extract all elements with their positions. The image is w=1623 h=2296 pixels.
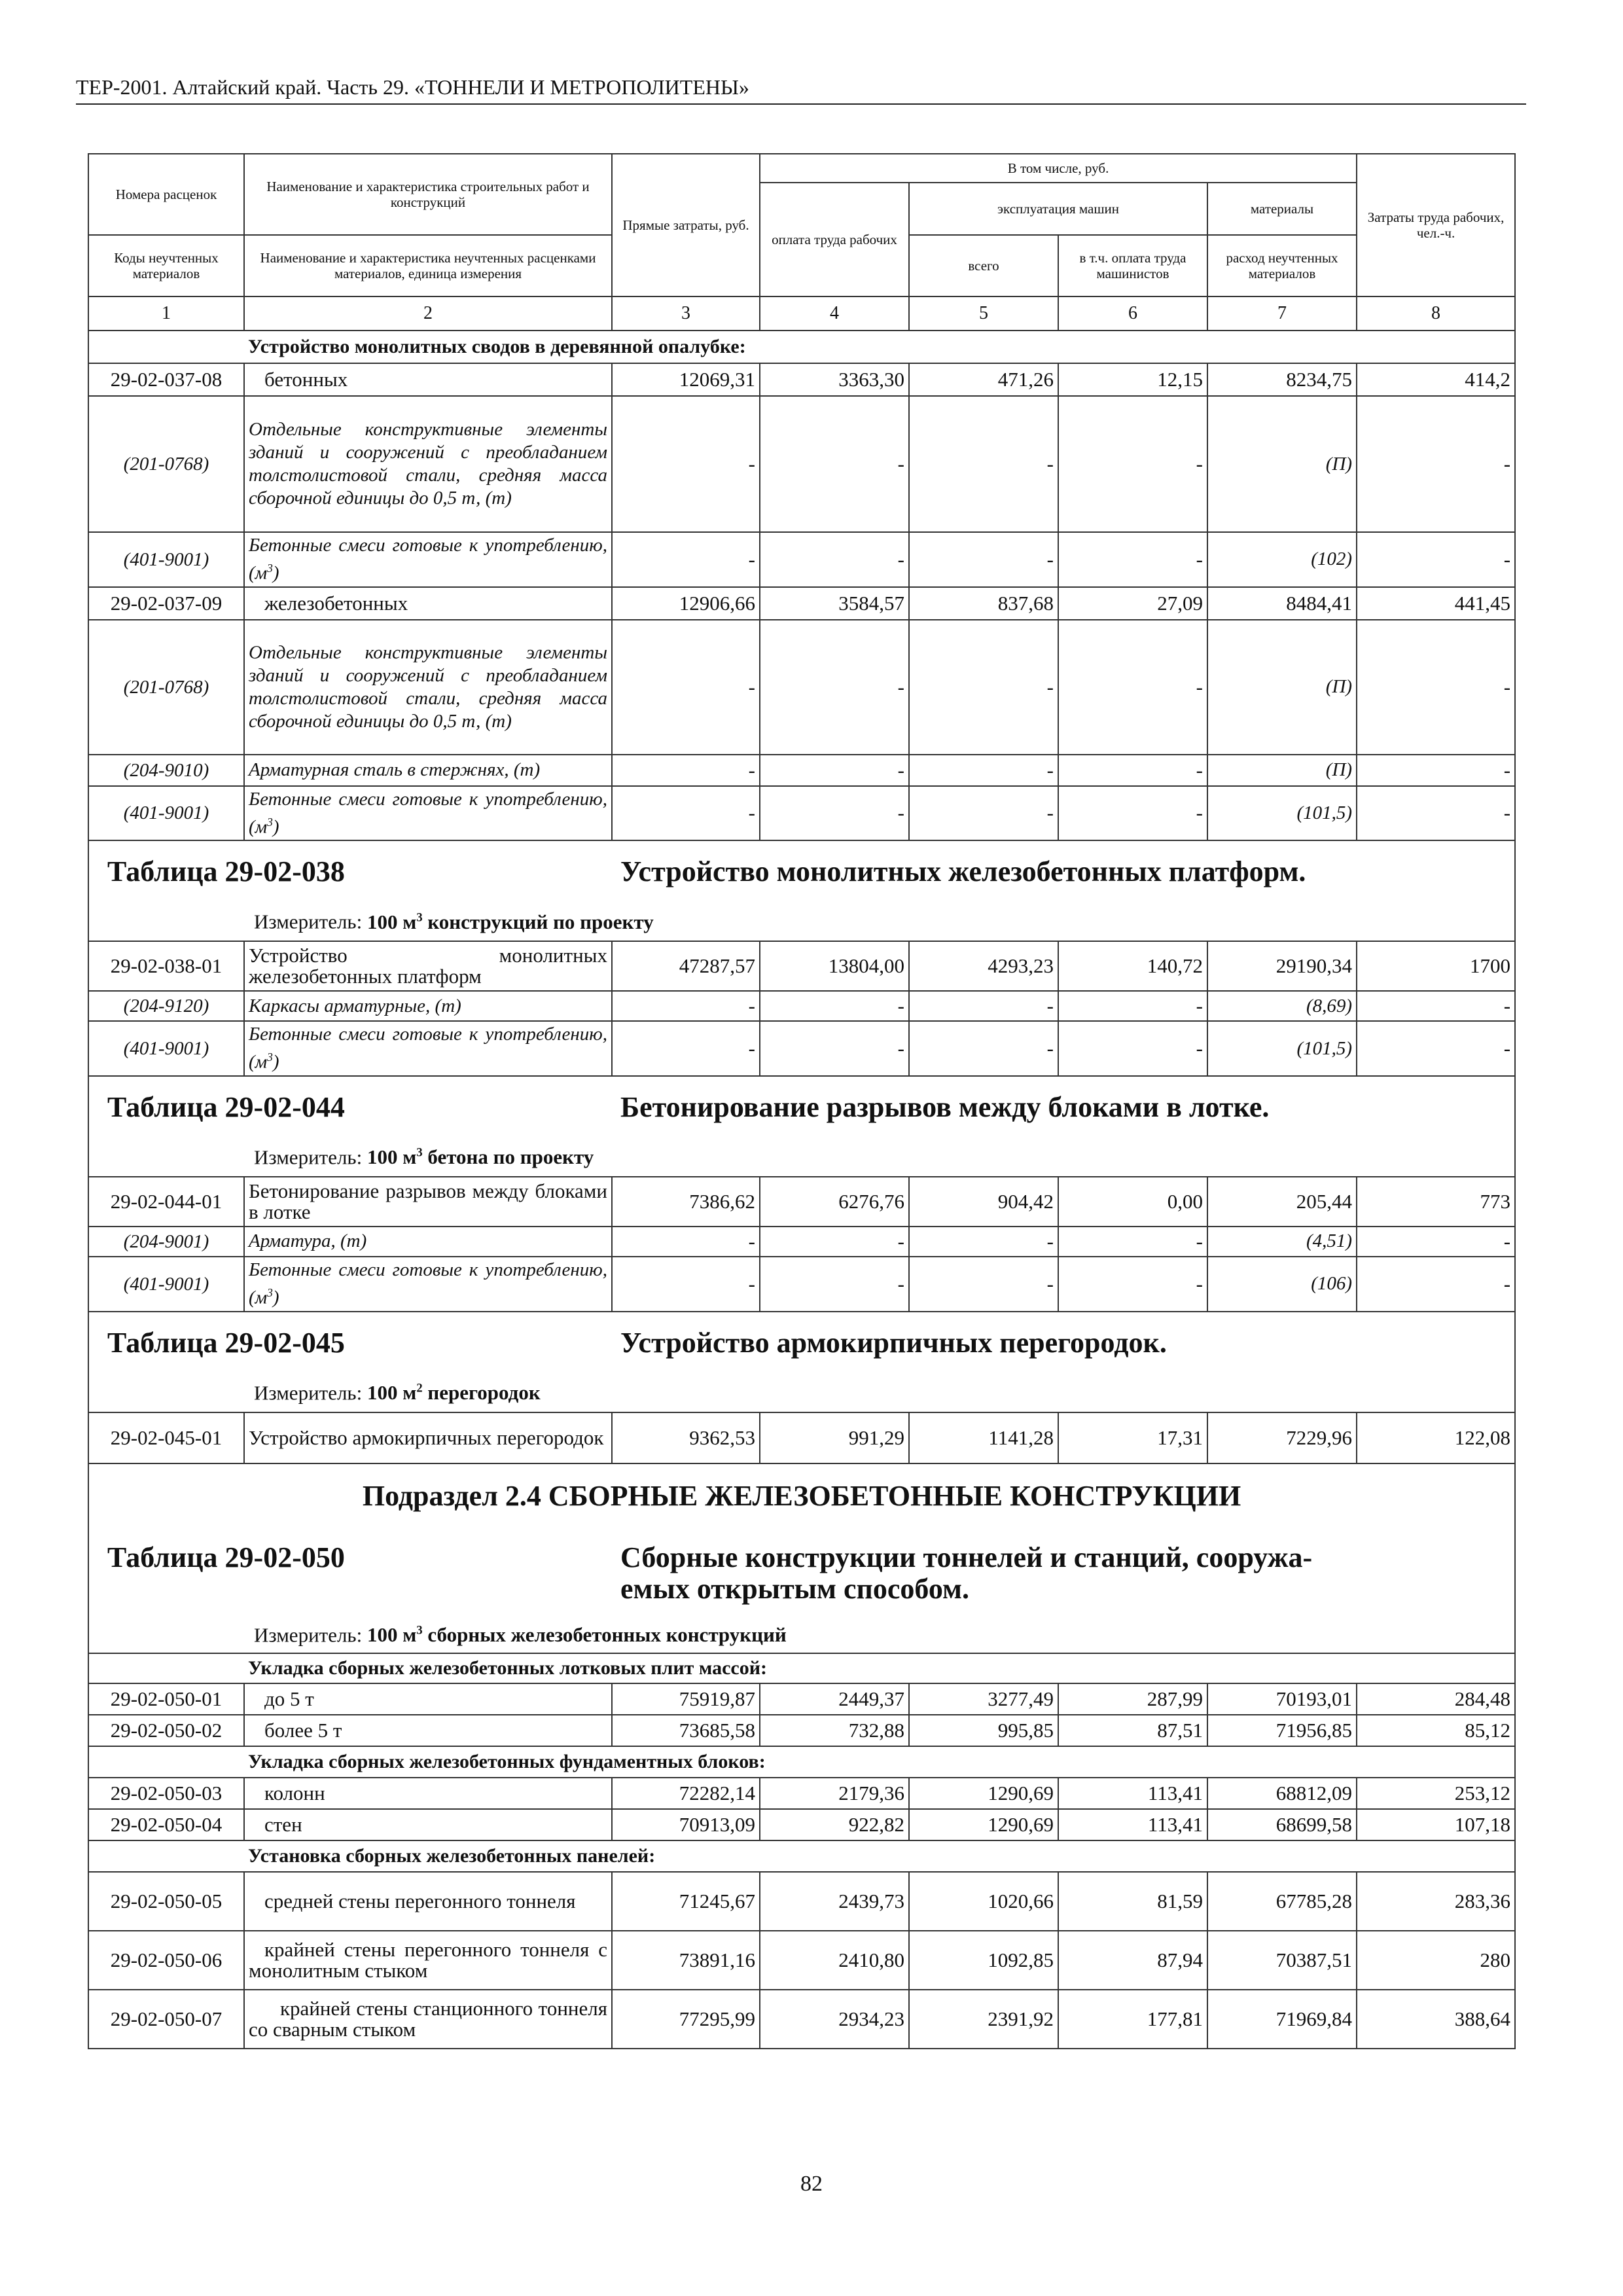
rate-name: крайней стены станционного тоннеля со сварным стыком xyxy=(244,1990,612,2049)
material-name: Арматурная сталь в стержнях, (т) xyxy=(244,755,612,786)
machines-total: 1092,85 xyxy=(909,1931,1058,1990)
rate-code: 29-02-050-06 xyxy=(88,1931,244,1990)
table-title-row xyxy=(88,1312,1515,1412)
material-code: (204-9001) xyxy=(88,1227,244,1257)
rate-code: 29-02-045-01 xyxy=(88,1412,244,1463)
dash: - xyxy=(1058,786,1207,841)
dash: - xyxy=(760,991,909,1021)
table-title: Сборные конструкции тоннелей и станций, сооружа- емых открытым способом. xyxy=(620,1541,1313,1605)
dash: - xyxy=(612,532,760,587)
rate-name: средней стены перегонного тоннеля xyxy=(244,1872,612,1931)
dash: - xyxy=(612,991,760,1021)
rate-name: стен xyxy=(244,1809,612,1840)
material-name: Бетонные смеси готовые к употреблению, $(м^3)$ xyxy=(244,786,612,841)
labor-hours: 283,36 xyxy=(1357,1872,1515,1931)
rate-row xyxy=(88,587,1515,620)
direct-costs: 77295,99 xyxy=(612,1990,760,2049)
materials: 7229,96 xyxy=(1207,1412,1357,1463)
rate-name: Устройство монолитных железобетонных платформ xyxy=(244,941,612,991)
table-title-row xyxy=(88,1463,1515,1653)
table-meter: Измеритель: 100 $м^3$ бетона по проекту xyxy=(254,1145,594,1169)
labor-hours: 414,2 xyxy=(1357,363,1515,396)
col-header-labor-pay: оплата труда рабочих xyxy=(760,183,909,296)
rate-row xyxy=(88,1990,1515,2049)
labor-pay: 2439,73 xyxy=(760,1872,909,1931)
subsection-heading: Подраздел 2.4 СБОРНЫЕ ЖЕЛЕЗОБЕТОННЫЕ КОНСТРУКЦИИ xyxy=(362,1479,1241,1512)
dash: - xyxy=(909,786,1058,841)
dash: - xyxy=(1357,1021,1515,1076)
material-row xyxy=(88,532,1515,587)
col-number: 3 xyxy=(612,296,760,331)
rate-name: бетонных xyxy=(244,363,612,396)
col-header-machines: эксплуатация машин xyxy=(909,183,1207,235)
labor-hours: 1700 xyxy=(1357,941,1515,991)
rate-name: Бетонирование разрывов между блоками в лотке xyxy=(244,1177,612,1227)
labor-pay: 3584,57 xyxy=(760,587,909,620)
rate-code: 29-02-050-04 xyxy=(88,1809,244,1840)
table-title: Устройство монолитных железобетонных платформ. xyxy=(620,855,1306,888)
page-number: 82 xyxy=(800,2172,823,2196)
dash: - xyxy=(1058,755,1207,786)
dash: - xyxy=(1058,1227,1207,1257)
operators-pay: 17,31 xyxy=(1058,1412,1207,1463)
labor-hours: 253,12 xyxy=(1357,1778,1515,1809)
col-header-rate-numbers: Номера расценок xyxy=(88,154,244,235)
labor-hours: 284,48 xyxy=(1357,1683,1515,1715)
direct-costs: 71245,67 xyxy=(612,1872,760,1931)
rate-row xyxy=(88,941,1515,991)
rate-code: 29-02-050-03 xyxy=(88,1778,244,1809)
group-heading: Укладка сборных железобетонных лотковых плит массой: xyxy=(244,1653,1515,1683)
col-header-machines-total: всего xyxy=(909,235,1058,296)
dash: - xyxy=(760,532,909,587)
rate-row xyxy=(88,1809,1515,1840)
dash: - xyxy=(909,620,1058,755)
col-header-material-codes: Коды неучтенных материалов xyxy=(88,235,244,296)
operators-pay: 87,94 xyxy=(1058,1931,1207,1990)
material-qty: (П) xyxy=(1207,396,1357,532)
dash: - xyxy=(1357,786,1515,841)
col-number: 5 xyxy=(909,296,1058,331)
rate-row xyxy=(88,1412,1515,1463)
materials: 70387,51 xyxy=(1207,1931,1357,1990)
labor-hours: 441,45 xyxy=(1357,587,1515,620)
dash: - xyxy=(760,786,909,841)
material-code: (401-9001) xyxy=(88,1257,244,1312)
operators-pay: 287,99 xyxy=(1058,1683,1207,1715)
labor-pay: 6276,76 xyxy=(760,1177,909,1227)
rate-row xyxy=(88,1683,1515,1715)
machines-total: 3277,49 xyxy=(909,1683,1058,1715)
dash: - xyxy=(760,1227,909,1257)
table-title: Устройство армокирпичных перегородок. xyxy=(620,1326,1167,1359)
col-header-direct-costs: Прямые затраты, руб. xyxy=(612,154,760,296)
dash: - xyxy=(760,755,909,786)
labor-hours: 388,64 xyxy=(1357,1990,1515,2049)
group-heading: Устройство монолитных сводов в деревянной опалубке: xyxy=(244,331,1515,363)
material-qty: (102) xyxy=(1207,532,1357,587)
rate-name: крайней стены перегонного тоннеля с монолитным стыком xyxy=(244,1931,612,1990)
dash: - xyxy=(909,755,1058,786)
operators-pay: 87,51 xyxy=(1058,1715,1207,1746)
operators-pay: 140,72 xyxy=(1058,941,1207,991)
rate-row xyxy=(88,1177,1515,1227)
price-table xyxy=(88,153,1516,2049)
labor-pay: 3363,30 xyxy=(760,363,909,396)
col-header-material-names: Наименование и характеристика неучтенных расценками материалов, единица измерения xyxy=(244,235,612,296)
rate-row xyxy=(88,1872,1515,1931)
material-qty: (106) xyxy=(1207,1257,1357,1312)
material-row xyxy=(88,396,1515,532)
operators-pay: 27,09 xyxy=(1058,587,1207,620)
group-row xyxy=(88,1653,1515,1683)
materials: 29190,34 xyxy=(1207,941,1357,991)
material-row xyxy=(88,620,1515,755)
rate-row xyxy=(88,1778,1515,1809)
group-row xyxy=(88,331,1515,363)
direct-costs: 73891,16 xyxy=(612,1931,760,1990)
materials: 8234,75 xyxy=(1207,363,1357,396)
table-meter: Измеритель: 100 $м^3$ конструкций по проекту xyxy=(254,910,654,933)
price-table-sheet xyxy=(88,153,1514,2151)
machines-total: 1020,66 xyxy=(909,1872,1058,1931)
dash: - xyxy=(760,1257,909,1312)
operators-pay: 12,15 xyxy=(1058,363,1207,396)
material-code: (204-9010) xyxy=(88,755,244,786)
col-header-operators-pay: в т.ч. оплата труда машинистов xyxy=(1058,235,1207,296)
dash: - xyxy=(1357,1227,1515,1257)
material-code: (201-0768) xyxy=(88,396,244,532)
dash: - xyxy=(760,620,909,755)
material-qty: (4,51) xyxy=(1207,1227,1357,1257)
dash: - xyxy=(612,755,760,786)
material-row xyxy=(88,1227,1515,1257)
material-qty: (8,69) xyxy=(1207,991,1357,1021)
material-row xyxy=(88,1021,1515,1076)
operators-pay: 81,59 xyxy=(1058,1872,1207,1931)
machines-total: 2391,92 xyxy=(909,1990,1058,2049)
dash: - xyxy=(612,1021,760,1076)
dash: - xyxy=(612,620,760,755)
table-label: Таблица 29-02-044 xyxy=(107,1090,345,1123)
machines-total: 837,68 xyxy=(909,587,1058,620)
col-number: 8 xyxy=(1357,296,1515,331)
dash: - xyxy=(1058,1257,1207,1312)
material-code: (401-9001) xyxy=(88,1021,244,1076)
table-title: Бетонирование разрывов между блоками в лотке. xyxy=(620,1090,1270,1123)
group-row xyxy=(88,1840,1515,1872)
table-label: Таблица 29-02-038 xyxy=(107,855,345,888)
col-header-unaccounted-materials: расход неучтенных материалов xyxy=(1207,235,1357,296)
rate-code: 29-02-050-02 xyxy=(88,1715,244,1746)
col-number: 1 xyxy=(88,296,244,331)
dash: - xyxy=(612,1257,760,1312)
machines-total: 471,26 xyxy=(909,363,1058,396)
rate-code: 29-02-050-05 xyxy=(88,1872,244,1931)
labor-pay: 922,82 xyxy=(760,1809,909,1840)
rate-code: 29-02-050-07 xyxy=(88,1990,244,2049)
col-header-work-name: Наименование и характеристика строительных работ и конструкций xyxy=(244,154,612,235)
material-name: Бетонные смеси готовые к употреблению, $(м^3)$ xyxy=(244,1021,612,1076)
dash: - xyxy=(909,396,1058,532)
material-row xyxy=(88,755,1515,786)
dash: - xyxy=(1058,1021,1207,1076)
material-code: (204-9120) xyxy=(88,991,244,1021)
materials: 8484,41 xyxy=(1207,587,1357,620)
labor-pay: 2934,23 xyxy=(760,1990,909,2049)
header-row-1 xyxy=(88,154,1515,183)
rate-name: более 5 т xyxy=(244,1715,612,1746)
rate-name: до 5 т xyxy=(244,1683,612,1715)
materials: 68812,09 xyxy=(1207,1778,1357,1809)
col-number: 2 xyxy=(244,296,612,331)
materials: 205,44 xyxy=(1207,1177,1357,1227)
dash: - xyxy=(1058,991,1207,1021)
operators-pay: 0,00 xyxy=(1058,1177,1207,1227)
material-qty: (П) xyxy=(1207,620,1357,755)
labor-hours: 280 xyxy=(1357,1931,1515,1990)
direct-costs: 12906,66 xyxy=(612,587,760,620)
machines-total: 1141,28 xyxy=(909,1412,1058,1463)
table-title-row xyxy=(88,1076,1515,1177)
materials: 68699,58 xyxy=(1207,1809,1357,1840)
running-title: ТЕР-2001. Алтайский край. Часть 29. «ТОННЕЛИ И МЕТРОПОЛИТЕНЫ» xyxy=(76,75,749,99)
table-meter: Измеритель: 100 $м^2$ перегородок xyxy=(254,1380,541,1404)
operators-pay: 177,81 xyxy=(1058,1990,1207,2049)
direct-costs: 9362,53 xyxy=(612,1412,760,1463)
material-row xyxy=(88,786,1515,841)
col-number: 7 xyxy=(1207,296,1357,331)
labor-hours: 107,18 xyxy=(1357,1809,1515,1840)
table-meter: Измеритель: 100 $м^3$ сборных железобетонных конструкций xyxy=(254,1623,787,1646)
operators-pay: 113,41 xyxy=(1058,1809,1207,1840)
material-row xyxy=(88,991,1515,1021)
dash: - xyxy=(1058,620,1207,755)
rate-code: 29-02-037-09 xyxy=(88,587,244,620)
material-qty: (101,5) xyxy=(1207,1021,1357,1076)
machines-total: 904,42 xyxy=(909,1177,1058,1227)
dash: - xyxy=(612,396,760,532)
materials: 70193,01 xyxy=(1207,1683,1357,1715)
material-row xyxy=(88,1257,1515,1312)
labor-pay: 991,29 xyxy=(760,1412,909,1463)
rate-code: 29-02-044-01 xyxy=(88,1177,244,1227)
dash: - xyxy=(1357,620,1515,755)
col-header-materials: материалы xyxy=(1207,183,1357,235)
running-header xyxy=(76,71,1526,105)
labor-pay: 13804,00 xyxy=(760,941,909,991)
machines-total: 1290,69 xyxy=(909,1778,1058,1809)
direct-costs: 75919,87 xyxy=(612,1683,760,1715)
direct-costs: 70913,09 xyxy=(612,1809,760,1840)
group-heading: Установка сборных железобетонных панелей: xyxy=(244,1840,1515,1872)
dash: - xyxy=(909,532,1058,587)
dash: - xyxy=(612,786,760,841)
materials: 71969,84 xyxy=(1207,1990,1357,2049)
group-row xyxy=(88,1746,1515,1778)
material-name: Бетонные смеси готовые к употреблению, $(м^3)$ xyxy=(244,1257,612,1312)
operators-pay: 113,41 xyxy=(1058,1778,1207,1809)
machines-total: 4293,23 xyxy=(909,941,1058,991)
dash: - xyxy=(760,1021,909,1076)
col-header-including: В том числе, руб. xyxy=(760,154,1357,183)
group-heading: Укладка сборных железобетонных фундаментных блоков: xyxy=(244,1746,1515,1778)
rate-row xyxy=(88,1931,1515,1990)
direct-costs: 12069,31 xyxy=(612,363,760,396)
labor-hours: 85,12 xyxy=(1357,1715,1515,1746)
material-name: Отдельные конструктивные элементы зданий и сооружений с преобладанием толстолистовой стали, средняя масса сборочной единицы до 0,5 т, (т) xyxy=(244,620,612,755)
rate-code: 29-02-037-08 xyxy=(88,363,244,396)
dash: - xyxy=(909,1021,1058,1076)
machines-total: 1290,69 xyxy=(909,1809,1058,1840)
material-code: (401-9001) xyxy=(88,786,244,841)
direct-costs: 7386,62 xyxy=(612,1177,760,1227)
material-name: Арматура, (т) xyxy=(244,1227,612,1257)
labor-pay: 2449,37 xyxy=(760,1683,909,1715)
table-label: Таблица 29-02-045 xyxy=(107,1326,345,1359)
labor-hours: 122,08 xyxy=(1357,1412,1515,1463)
rate-row xyxy=(88,1715,1515,1746)
direct-costs: 73685,58 xyxy=(612,1715,760,1746)
material-qty: (П) xyxy=(1207,755,1357,786)
materials: 67785,28 xyxy=(1207,1872,1357,1931)
direct-costs: 47287,57 xyxy=(612,941,760,991)
direct-costs: 72282,14 xyxy=(612,1778,760,1809)
column-numbers-row xyxy=(88,296,1515,331)
dash: - xyxy=(760,396,909,532)
col-number: 6 xyxy=(1058,296,1207,331)
dash: - xyxy=(909,1257,1058,1312)
dash: - xyxy=(909,1227,1058,1257)
table-title-row xyxy=(88,840,1515,941)
material-code: (201-0768) xyxy=(88,620,244,755)
labor-pay: 2179,36 xyxy=(760,1778,909,1809)
dash: - xyxy=(1357,396,1515,532)
dash: - xyxy=(1357,532,1515,587)
labor-hours: 773 xyxy=(1357,1177,1515,1227)
col-header-labor-cost: Затраты труда рабочих, чел.-ч. xyxy=(1357,154,1515,296)
material-name: Отдельные конструктивные элементы зданий и сооружений с преобладанием толстолистовой стали, средняя масса сборочной единицы до 0,5 т, (т) xyxy=(244,396,612,532)
dash: - xyxy=(612,1227,760,1257)
dash: - xyxy=(1357,991,1515,1021)
rate-name: Устройство армокирпичных перегородок xyxy=(244,1412,612,1463)
rate-row xyxy=(88,363,1515,396)
rate-name: железобетонных xyxy=(244,587,612,620)
machines-total: 995,85 xyxy=(909,1715,1058,1746)
rate-code: 29-02-050-01 xyxy=(88,1683,244,1715)
material-name: Каркасы арматурные, (т) xyxy=(244,991,612,1021)
dash: - xyxy=(1357,1257,1515,1312)
dash: - xyxy=(1357,755,1515,786)
labor-pay: 2410,80 xyxy=(760,1931,909,1990)
labor-pay: 732,88 xyxy=(760,1715,909,1746)
rate-code: 29-02-038-01 xyxy=(88,941,244,991)
material-code: (401-9001) xyxy=(88,532,244,587)
dash: - xyxy=(1058,396,1207,532)
rate-name: колонн xyxy=(244,1778,612,1809)
col-number: 4 xyxy=(760,296,909,331)
dash: - xyxy=(909,991,1058,1021)
table-label: Таблица 29-02-050 xyxy=(107,1541,345,1573)
materials: 71956,85 xyxy=(1207,1715,1357,1746)
dash: - xyxy=(1058,532,1207,587)
material-qty: (101,5) xyxy=(1207,786,1357,841)
material-name: Бетонные смеси готовые к употреблению, $(м^3)$ xyxy=(244,532,612,587)
